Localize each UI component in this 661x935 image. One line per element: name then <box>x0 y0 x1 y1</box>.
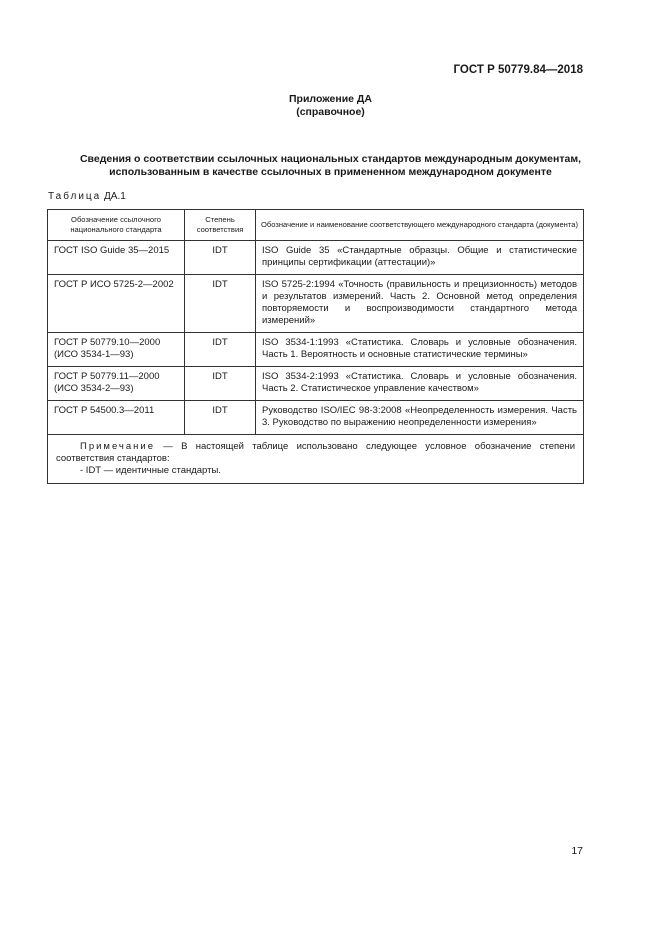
cell-degree: IDT <box>185 401 256 435</box>
table-row <box>48 401 584 435</box>
cell-national-standard: ГОСТ Р 50779.10—2000 (ИСО 3534-1—93) <box>48 333 185 367</box>
table-row <box>48 275 584 333</box>
table-caption-label: Таблица <box>48 191 102 202</box>
cell-national-standard: ГОСТ Р 50779.11—2000 (ИСО 3534-2—93) <box>48 367 185 401</box>
section-heading-line-1: Сведения о соответствии ссылочных национальных стандартов международным документам, <box>79 153 582 165</box>
cell-degree: IDT <box>185 241 256 275</box>
table-caption-id: ДА.1 <box>104 191 126 202</box>
cell-degree: IDT <box>185 275 256 333</box>
cell-degree: IDT <box>185 367 256 401</box>
cell-degree: IDT <box>185 333 256 367</box>
header-international-standard: Обозначение и наименование соответствующего международного стандарта (документа) <box>256 210 584 241</box>
cell-national-standard: ГОСТ Р 54500.3—2011 <box>48 401 185 435</box>
cell-international-standard: ISO 3534-1:1993 «Статистика. Словарь и условные обозначения. Часть 1. Вероятность и основные статистические термины» <box>256 333 584 367</box>
note-text: — В настоящей таблице использовано следующее условное обозначение степени соответствия стандартов: <box>56 441 575 464</box>
note-item: - IDT — идентичные стандарты. <box>80 465 221 476</box>
section-heading <box>40 153 621 179</box>
table-row <box>48 367 584 401</box>
table-note-row <box>48 435 584 484</box>
note-label: Примечание <box>80 441 155 452</box>
annex-subtitle: (справочное) <box>296 106 365 118</box>
annex-title-block <box>0 93 661 119</box>
cell-international-standard: ISO 3534-2:1993 «Статистика. Словарь и условные обозначения. Часть 2. Статистическое управление качеством» <box>256 367 584 401</box>
header-degree: Степень соответствия <box>185 210 256 241</box>
cell-international-standard: ISO 5725-2:1994 «Точность (правильность и прецизионность) методов и результатов измерений. Часть 2. Основной метод определения повторяемости и воспроизводимости стандартного метода измерений» <box>256 275 584 333</box>
document-code: ГОСТ Р 50779.84—2018 <box>453 64 583 76</box>
header-national-standard: Обозначение ссылочного национального стандарта <box>48 210 185 241</box>
correspondence-table <box>47 209 584 484</box>
table-header-row <box>48 210 584 241</box>
cell-international-standard: ISO Guide 35 «Стандартные образцы. Общие и статистические принципы сертификации (аттестации)» <box>256 241 584 275</box>
page-number: 17 <box>571 845 583 857</box>
section-heading-line-2: использованным в качестве ссылочных в примененном международном документе <box>109 166 552 178</box>
table-caption <box>48 191 126 202</box>
cell-national-standard: ГОСТ Р ИСО 5725-2—2002 <box>48 275 185 333</box>
cell-international-standard: Руководство ISO/IEC 98-3:2008 «Неопределенность измерения. Часть 3. Руководство по выражению неопределенности измерения» <box>256 401 584 435</box>
table-row <box>48 333 584 367</box>
table-row <box>48 241 584 275</box>
cell-national-standard: ГОСТ ISO Guide 35—2015 <box>48 241 185 275</box>
note-paragraph <box>56 441 575 465</box>
annex-title: Приложение ДА <box>289 93 372 105</box>
table-note <box>48 435 584 484</box>
